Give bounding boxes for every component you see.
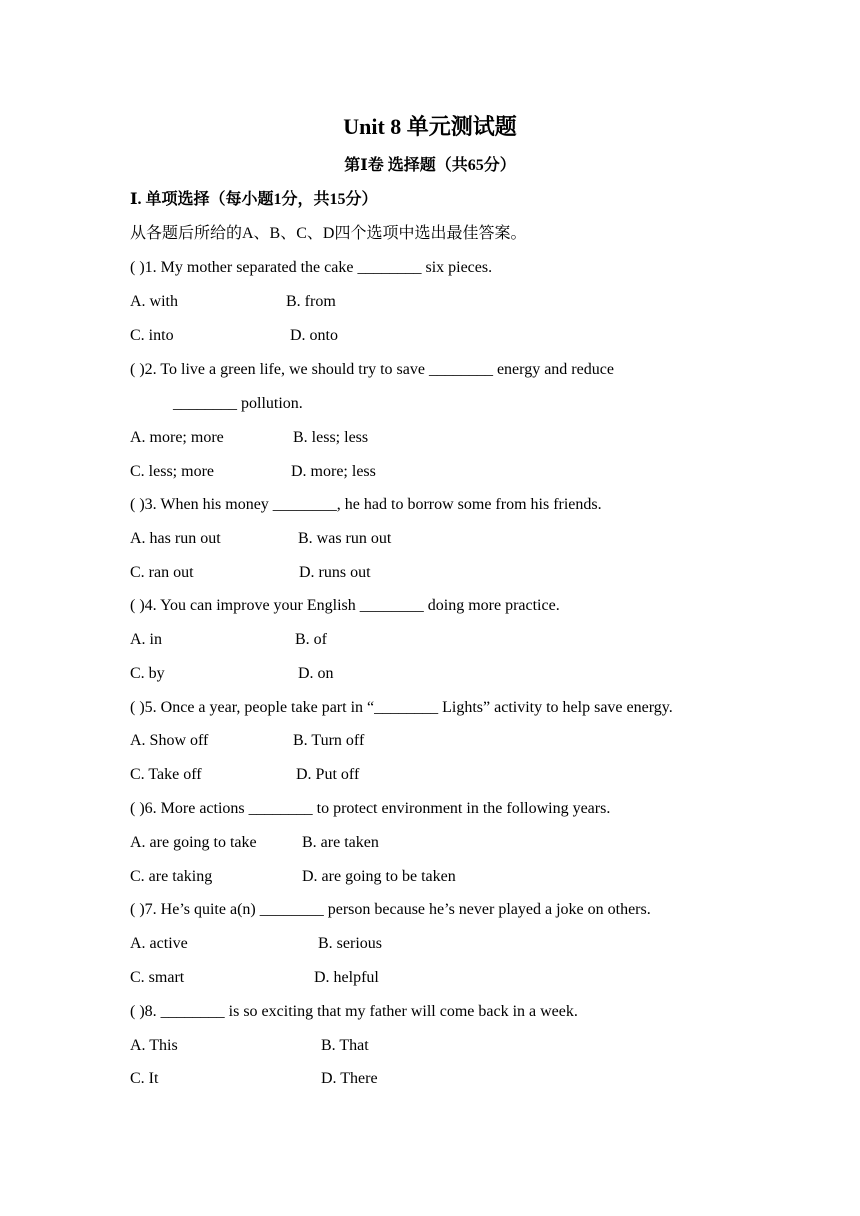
option-a: A. Show off (130, 732, 209, 749)
question-stem-continued: ________ pollution. (173, 395, 303, 412)
option-c: C. smart (130, 969, 185, 986)
option-d: D. helpful (314, 969, 379, 986)
option-a: A. in (130, 631, 162, 648)
option-c: C. ran out (130, 564, 194, 581)
option-a: A. are going to take (130, 834, 257, 851)
option-a: A. with (130, 293, 178, 310)
option-d: D. runs out (299, 564, 371, 581)
option-c: C. less; more (130, 463, 214, 480)
option-b: B. That (321, 1037, 369, 1054)
option-b: B. serious (318, 935, 382, 952)
option-b: B. are taken (302, 834, 379, 851)
question-stem: ( )3. When his money ________, he had to borrow some from his friends. (130, 496, 602, 513)
option-b: B. was run out (298, 530, 392, 547)
option-d: D. are going to be taken (302, 868, 456, 885)
option-a: A. active (130, 935, 188, 952)
page-subtitle: 第Ⅰ卷 选择题（共65分） (344, 157, 516, 174)
question-stem: ( )7. He’s quite a(n) ________ person because he’s never played a joke on others. (130, 901, 651, 918)
option-a: A. has run out (130, 530, 221, 547)
option-d: D. more; less (291, 463, 376, 480)
option-d: D. onto (290, 327, 338, 344)
option-c: C. by (130, 665, 165, 682)
option-b: B. from (286, 293, 336, 310)
option-b: B. of (295, 631, 327, 648)
option-a: A. more; more (130, 429, 224, 446)
option-c: C. are taking (130, 868, 213, 885)
question-stem: ( )2. To live a green life, we should try to save ________ energy and reduce (130, 361, 614, 378)
question-stem: ( )8. ________ is so exciting that my father will come back in a week. (130, 1003, 578, 1020)
option-d: D. on (298, 665, 334, 682)
section-heading: Ⅰ. 单项选择（每小题1分，共15分） (130, 191, 378, 208)
question-stem: ( )6. More actions ________ to protect environment in the following years. (130, 800, 611, 817)
option-b: B. less; less (293, 429, 369, 446)
question-stem: ( )4. You can improve your English ________ doing more practice. (130, 597, 560, 614)
page-title: Unit 8 单元测试题 (343, 114, 517, 139)
option-c: C. It (130, 1070, 159, 1087)
option-d: D. Put off (296, 766, 360, 783)
question-stem: ( )5. Once a year, people take part in “________ Lights” activity to help save energy. (130, 699, 673, 716)
option-b: B. Turn off (293, 732, 365, 749)
section-instruction: 从各题后所给的A、B、C、D四个选项中选出最佳答案。 (130, 225, 527, 242)
option-c: C. Take off (130, 766, 202, 783)
question-stem: ( )1. My mother separated the cake ________ six pieces. (130, 259, 493, 276)
option-c: C. into (130, 327, 174, 344)
option-a: A. This (130, 1037, 178, 1054)
option-d: D. There (321, 1070, 378, 1087)
